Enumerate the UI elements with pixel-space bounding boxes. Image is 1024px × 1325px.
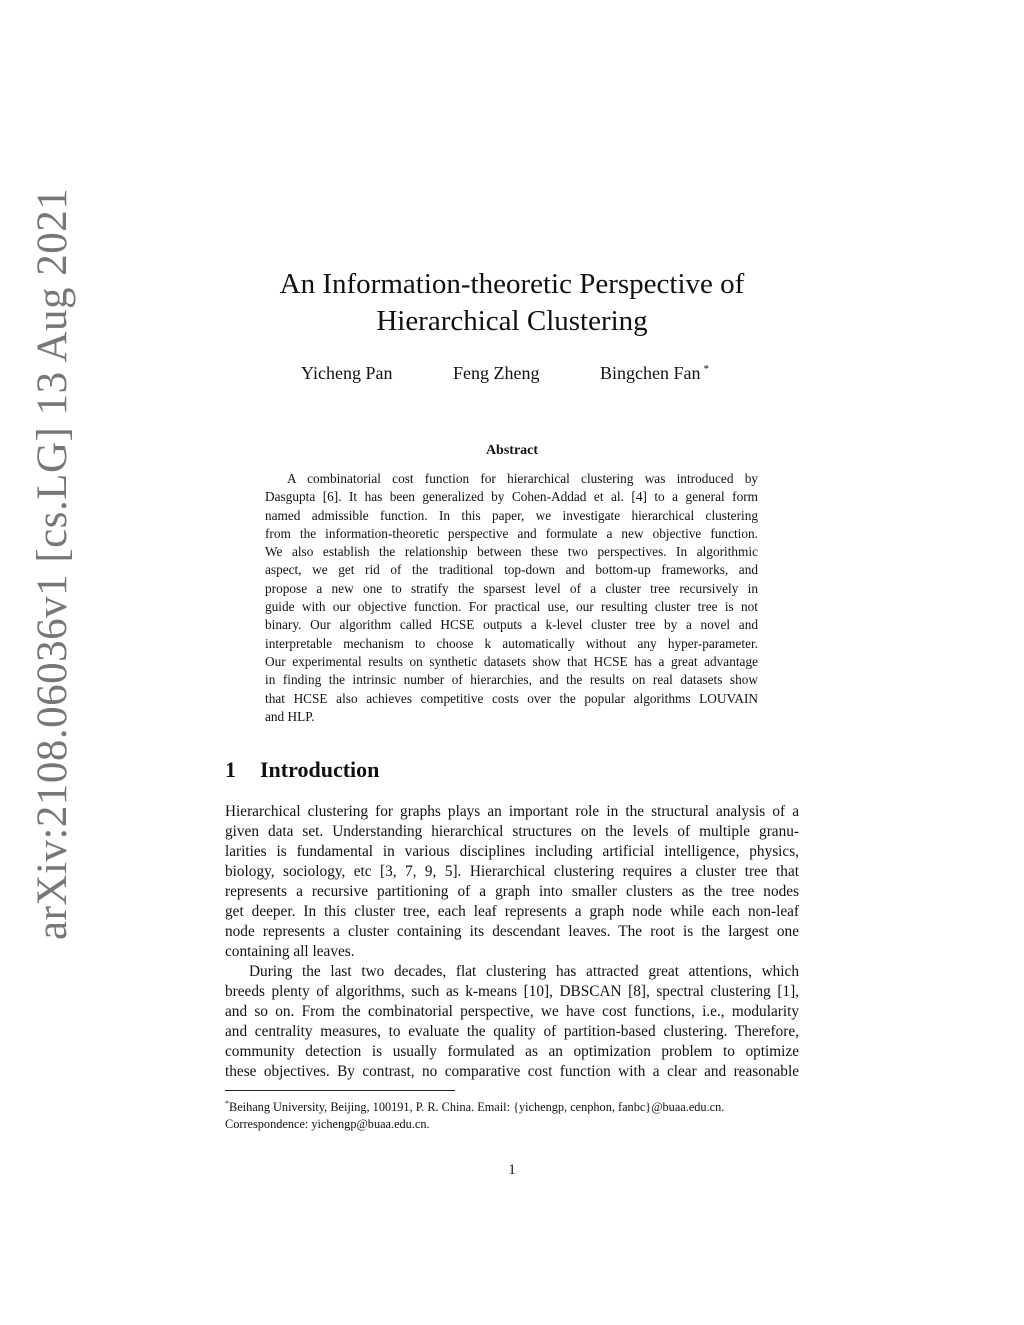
body-line: node represents a cluster containing its descendant leaves. The root is the largest one — [225, 923, 799, 940]
abstract-line: propose a new one to stratify the sparsest level of a cluster tree recursively in — [265, 580, 758, 596]
body-line: and centrality measures, to evaluate the quality of partition-based clustering. Therefore, — [225, 1023, 799, 1040]
section-heading — [225, 757, 379, 783]
abstract-heading: Abstract — [485, 443, 539, 458]
section-number: 1 — [225, 757, 236, 782]
abstract-line: We also establish the relationship between these two perspectives. In algorithmic — [265, 544, 758, 560]
abstract-line: Our experimental results on synthetic datasets show that HCSE has a great advantage — [265, 653, 758, 669]
paper-title — [210, 266, 814, 340]
abstract-line: named admissible function. In this paper, we investigate hierarchical clustering — [265, 507, 758, 523]
author-2: Feng Zheng — [453, 363, 540, 383]
body-line: given data set. Understanding hierarchical structures on the levels of multiple granu- — [225, 823, 799, 840]
abstract-body — [265, 470, 758, 726]
footnote-affiliation — [225, 1095, 805, 1116]
abstract-line: guide with our objective function. For practical use, our resulting cluster tree is not — [265, 599, 758, 615]
abstract-line: Dasgupta [6]. It has been generalized by Cohen-Addad et al. [4] to a general form — [265, 489, 758, 505]
abstract-line: and HLP. — [265, 708, 315, 724]
page-number: 1 — [508, 1162, 516, 1178]
footnote-affiliation-text: Beihang University, Beijing, 100191, P. R. China. Email: {yichengp, cenphon, fanbc}@buaa.edu.cn. — [229, 1100, 725, 1114]
abstract-line: that HCSE also achieves competitive costs over the popular algorithms LOUVAIN — [265, 690, 758, 706]
body-line: Hierarchical clustering for graphs plays an important role in the structural analysis of a — [225, 803, 799, 820]
intro-paragraph-1 — [225, 802, 799, 962]
body-line: community detection is usually formulated as an optimization problem to optimize — [225, 1043, 799, 1060]
abstract-line: A combinatorial cost function for hierarchical clustering was introduced by — [287, 471, 758, 486]
abstract-line: aspect, we get rid of the traditional top-down and bottom-up frameworks, and — [265, 562, 758, 578]
body-line: get deeper. In this cluster tree, each leaf represents a graph node while each non-leaf — [225, 903, 799, 920]
body-line: During the last two decades, flat clustering has attracted great attentions, which — [249, 963, 799, 980]
title-line-2: Hierarchical Clustering — [376, 305, 648, 337]
abstract-line: interpretable mechanism to choose k automatically without any hyper-parameter. — [265, 635, 758, 651]
footnote-mark: * — [225, 1099, 229, 1108]
abstract-line: from the information-theoretic perspective and formulate a new objective function. — [265, 525, 758, 541]
body-line: breeds plenty of algorithms, such as k-means [10], DBSCAN [8], spectral clustering [1], — [225, 983, 799, 1000]
section-title: Introduction — [260, 757, 380, 782]
body-line: biology, sociology, etc [3, 7, 9, 5]. Hierarchical clustering requires a cluster tree that — [225, 863, 799, 880]
body-line: larities is fundamental in various disciplines including artificial intelligence, physics, — [225, 843, 799, 860]
body-line: and so on. From the combinatorial perspective, we have cost functions, i.e., modularity — [225, 1003, 799, 1020]
abstract-line: in finding the intrinsic number of hierarchies, and the results on real datasets show — [265, 672, 758, 688]
abstract-line: binary. Our algorithm called HCSE outputs a k-level cluster tree by a novel and — [265, 617, 758, 633]
footnote — [225, 1095, 805, 1133]
author-footnote-mark: * — [703, 363, 709, 375]
title-line-1: An Information-theoretic Perspective of — [279, 268, 745, 300]
author-1: Yicheng Pan — [301, 363, 393, 383]
body-line: these objectives. By contrast, no comparative cost function with a clear and reasonable — [225, 1063, 799, 1080]
arxiv-identifier: arXiv:2108.06036v1 [cs.LG] 13 Aug 2021 — [29, 187, 76, 940]
body-line: containing all leaves. — [225, 943, 355, 960]
body-line: represents a recursive partitioning of a graph into smaller clusters as the tree nodes — [225, 883, 799, 900]
intro-paragraph-2 — [225, 962, 799, 1082]
footnote-rule — [225, 1090, 455, 1091]
footnote-correspondence: Correspondence: yichengp@buaa.edu.cn. — [225, 1117, 430, 1131]
author-3 — [600, 363, 709, 384]
author-3-name: Bingchen Fan — [600, 363, 701, 383]
